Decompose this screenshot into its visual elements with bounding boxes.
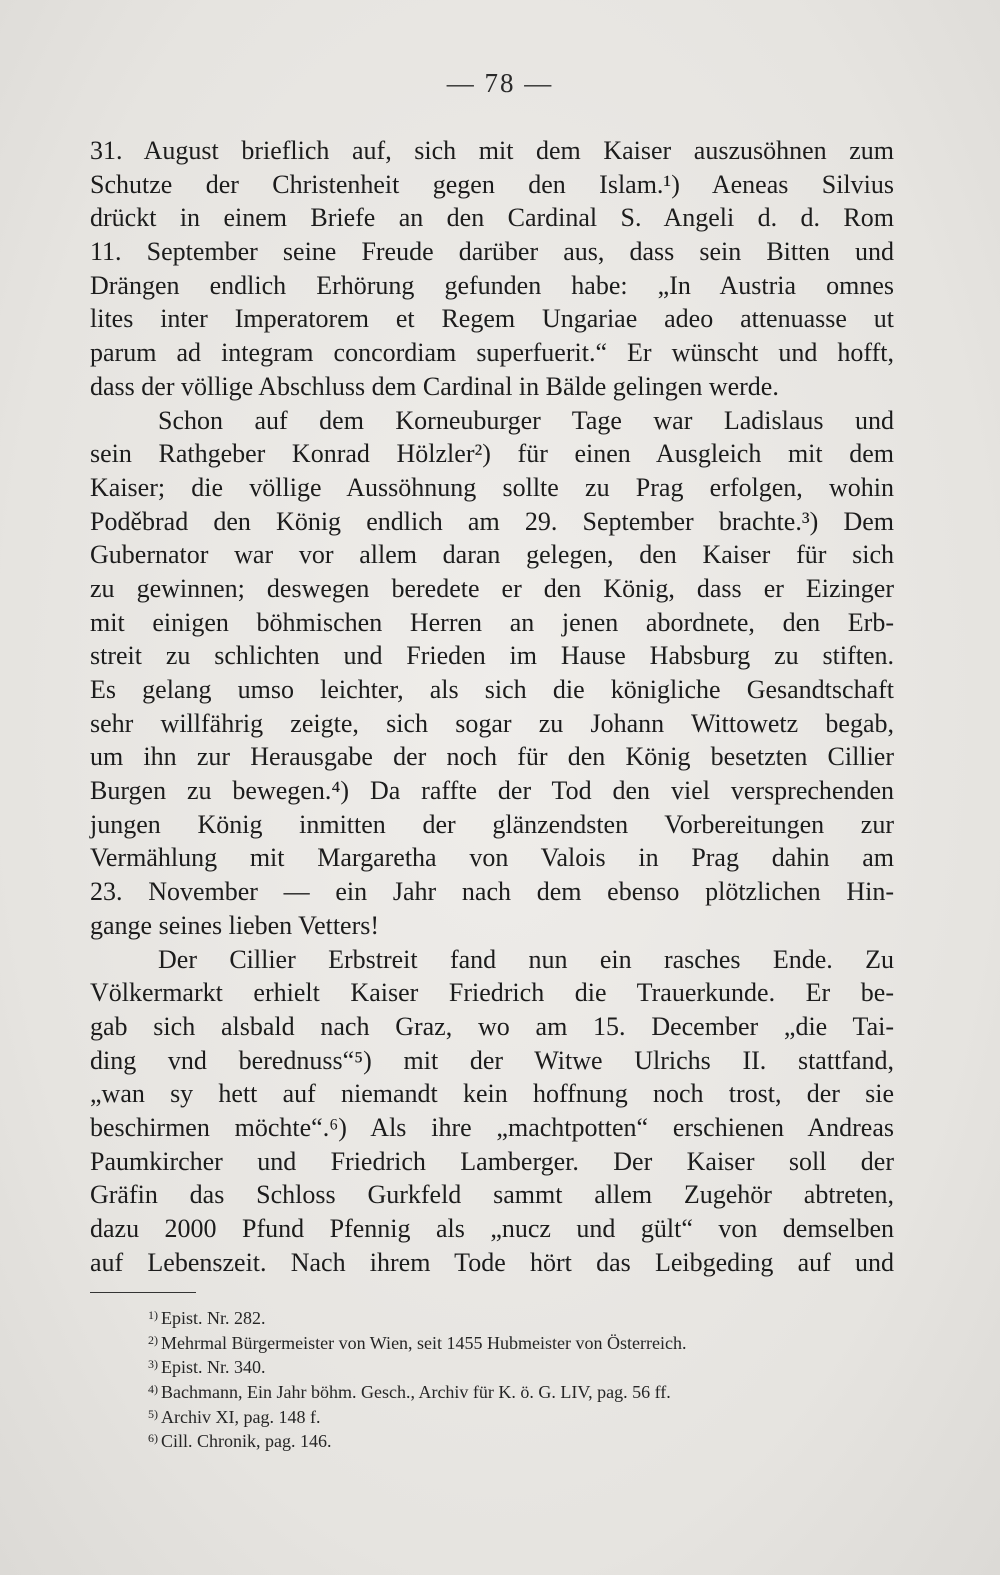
- text-line: Schutze der Christenheit gegen den Islam.¹) Aeneas Silvius: [90, 169, 894, 199]
- text-line: sehr willfährig zeigte, sich sogar zu Johann Wittowetz begab,: [90, 708, 894, 738]
- text-line: Schon auf dem Korneuburger Tage war Ladislaus und: [158, 405, 894, 435]
- footnote: [148, 1377, 896, 1402]
- footnote-text: Epist. Nr. 282.: [161, 1308, 266, 1328]
- footnote: [148, 1303, 896, 1328]
- footnote: [148, 1402, 896, 1427]
- text-line: dass der völlige Abschluss dem Cardinal in Bälde gelingen werde.: [90, 371, 779, 401]
- footnote-number: 5): [148, 1406, 158, 1421]
- text-line: 23. November — ein Jahr nach dem ebenso plötzlichen Hin-: [90, 877, 894, 907]
- text-line: Kaiser; die völlige Aussöhnung sollte zu Prag erfolgen, wohin: [90, 472, 894, 502]
- body-text: [90, 134, 894, 1279]
- footnote-text: Archiv XI, pag. 148 f.: [161, 1406, 321, 1427]
- text-line: zu gewinnen; deswegen beredete er den König, dass er Eizinger: [90, 573, 894, 603]
- text-line: beschirmen möchte“.⁶) Als ihre „machtpotten“ erschienen Andreas: [90, 1112, 894, 1142]
- footnote-number: 3): [148, 1357, 158, 1372]
- text-line: jungen König inmitten der glänzendsten Vorbereitungen zur: [90, 809, 894, 839]
- footnote-text: Bachmann, Ein Jahr böhm. Gesch., Archiv für K. ö. G. LIV, pag. 56 ff.: [161, 1382, 671, 1403]
- footnote: [148, 1328, 896, 1353]
- footnote-text: Mehrmal Bürgermeister von Wien, seit 1455 Hubmeister von Österreich.: [161, 1332, 687, 1353]
- footnotes: [148, 1303, 896, 1451]
- text-line: parum ad integram concordiam superfuerit.“ Er wünscht und hofft,: [90, 338, 894, 368]
- text-line: Poděbrad den König endlich am 29. September brachte.³) Dem: [90, 506, 894, 536]
- text-line: gange seines lieben Vetters!: [90, 910, 380, 940]
- text-line: 11. September seine Freude darüber aus, dass sein Bitten und: [90, 237, 894, 267]
- text-line: auf Lebenszeit. Nach ihrem Tode hört das Leibgeding auf und: [90, 1247, 894, 1277]
- footnote-number: 1): [148, 1308, 158, 1322]
- text-line: gab sich alsbald nach Graz, wo am 15. December „die Tai-: [90, 1011, 894, 1041]
- footnote-number: 2): [148, 1332, 158, 1347]
- text-line: ding vnd berednuss“⁵) mit der Witwe Ulrichs II. stattfand,: [90, 1045, 894, 1075]
- text-line: Gubernator war vor allem daran gelegen, den Kaiser für sich: [90, 540, 894, 570]
- page-number: — 78 —: [446, 68, 554, 98]
- text-line: dazu 2000 Pfund Pfennig als „nucz und gült“ von demselben: [90, 1214, 894, 1243]
- text-line: mit einigen böhmischen Herren an jenen abordnete, den Erb-: [90, 607, 894, 637]
- footnote: [148, 1426, 896, 1451]
- text-line: Der Cillier Erbstreit fand nun ein rasches Ende. Zu: [158, 944, 894, 974]
- text-line: Drängen endlich Erhörung gefunden habe: „In Austria omnes: [90, 270, 894, 300]
- text-line: Es gelang umso leichter, als sich die königliche Gesandtschaft: [90, 675, 894, 704]
- text-line: Burgen zu bewegen.⁴) Da raffte der Tod den viel versprechenden: [90, 776, 894, 806]
- footnote-text: Cill. Chronik, pag. 146.: [161, 1431, 332, 1452]
- footnote-number: 6): [148, 1431, 158, 1446]
- text-line: 31. August brieflich auf, sich mit dem Kaiser auszusöhnen zum: [90, 136, 894, 165]
- footnote-divider: [90, 1292, 196, 1293]
- footnote-number: 4): [148, 1382, 158, 1397]
- text-line: „wan sy hett auf niemandt kein hoffnung noch trost, der sie: [90, 1079, 894, 1109]
- text-line: Paumkircher und Friedrich Lamberger. Der Kaiser soll der: [90, 1146, 894, 1176]
- text-line: Gräfin das Schloss Gurkfeld sammt allem Zugehör abtreten,: [90, 1180, 894, 1210]
- text-line: streit zu schlichten und Frieden im Hause Habsburg zu stiften.: [90, 641, 894, 671]
- text-line: sein Rathgeber Konrad Hölzler²) für einen Ausgleich mit dem: [90, 439, 894, 469]
- footnote-text: Epist. Nr. 340.: [161, 1357, 266, 1378]
- text-line: Vermählung mit Margaretha von Valois in Prag dahin am: [90, 843, 894, 873]
- text-line: lites inter Imperatorem et Regem Ungariae adeo attenuasse ut: [90, 304, 894, 334]
- text-line: Völkermarkt erhielt Kaiser Friedrich die Trauerkunde. Er be-: [90, 978, 894, 1008]
- text-line: drückt in einem Briefe an den Cardinal S. Angeli d. d. Rom: [90, 203, 894, 233]
- text-line: um ihn zur Herausgabe der noch für den König besetzten Cillier: [90, 742, 894, 772]
- footnote: [148, 1352, 896, 1377]
